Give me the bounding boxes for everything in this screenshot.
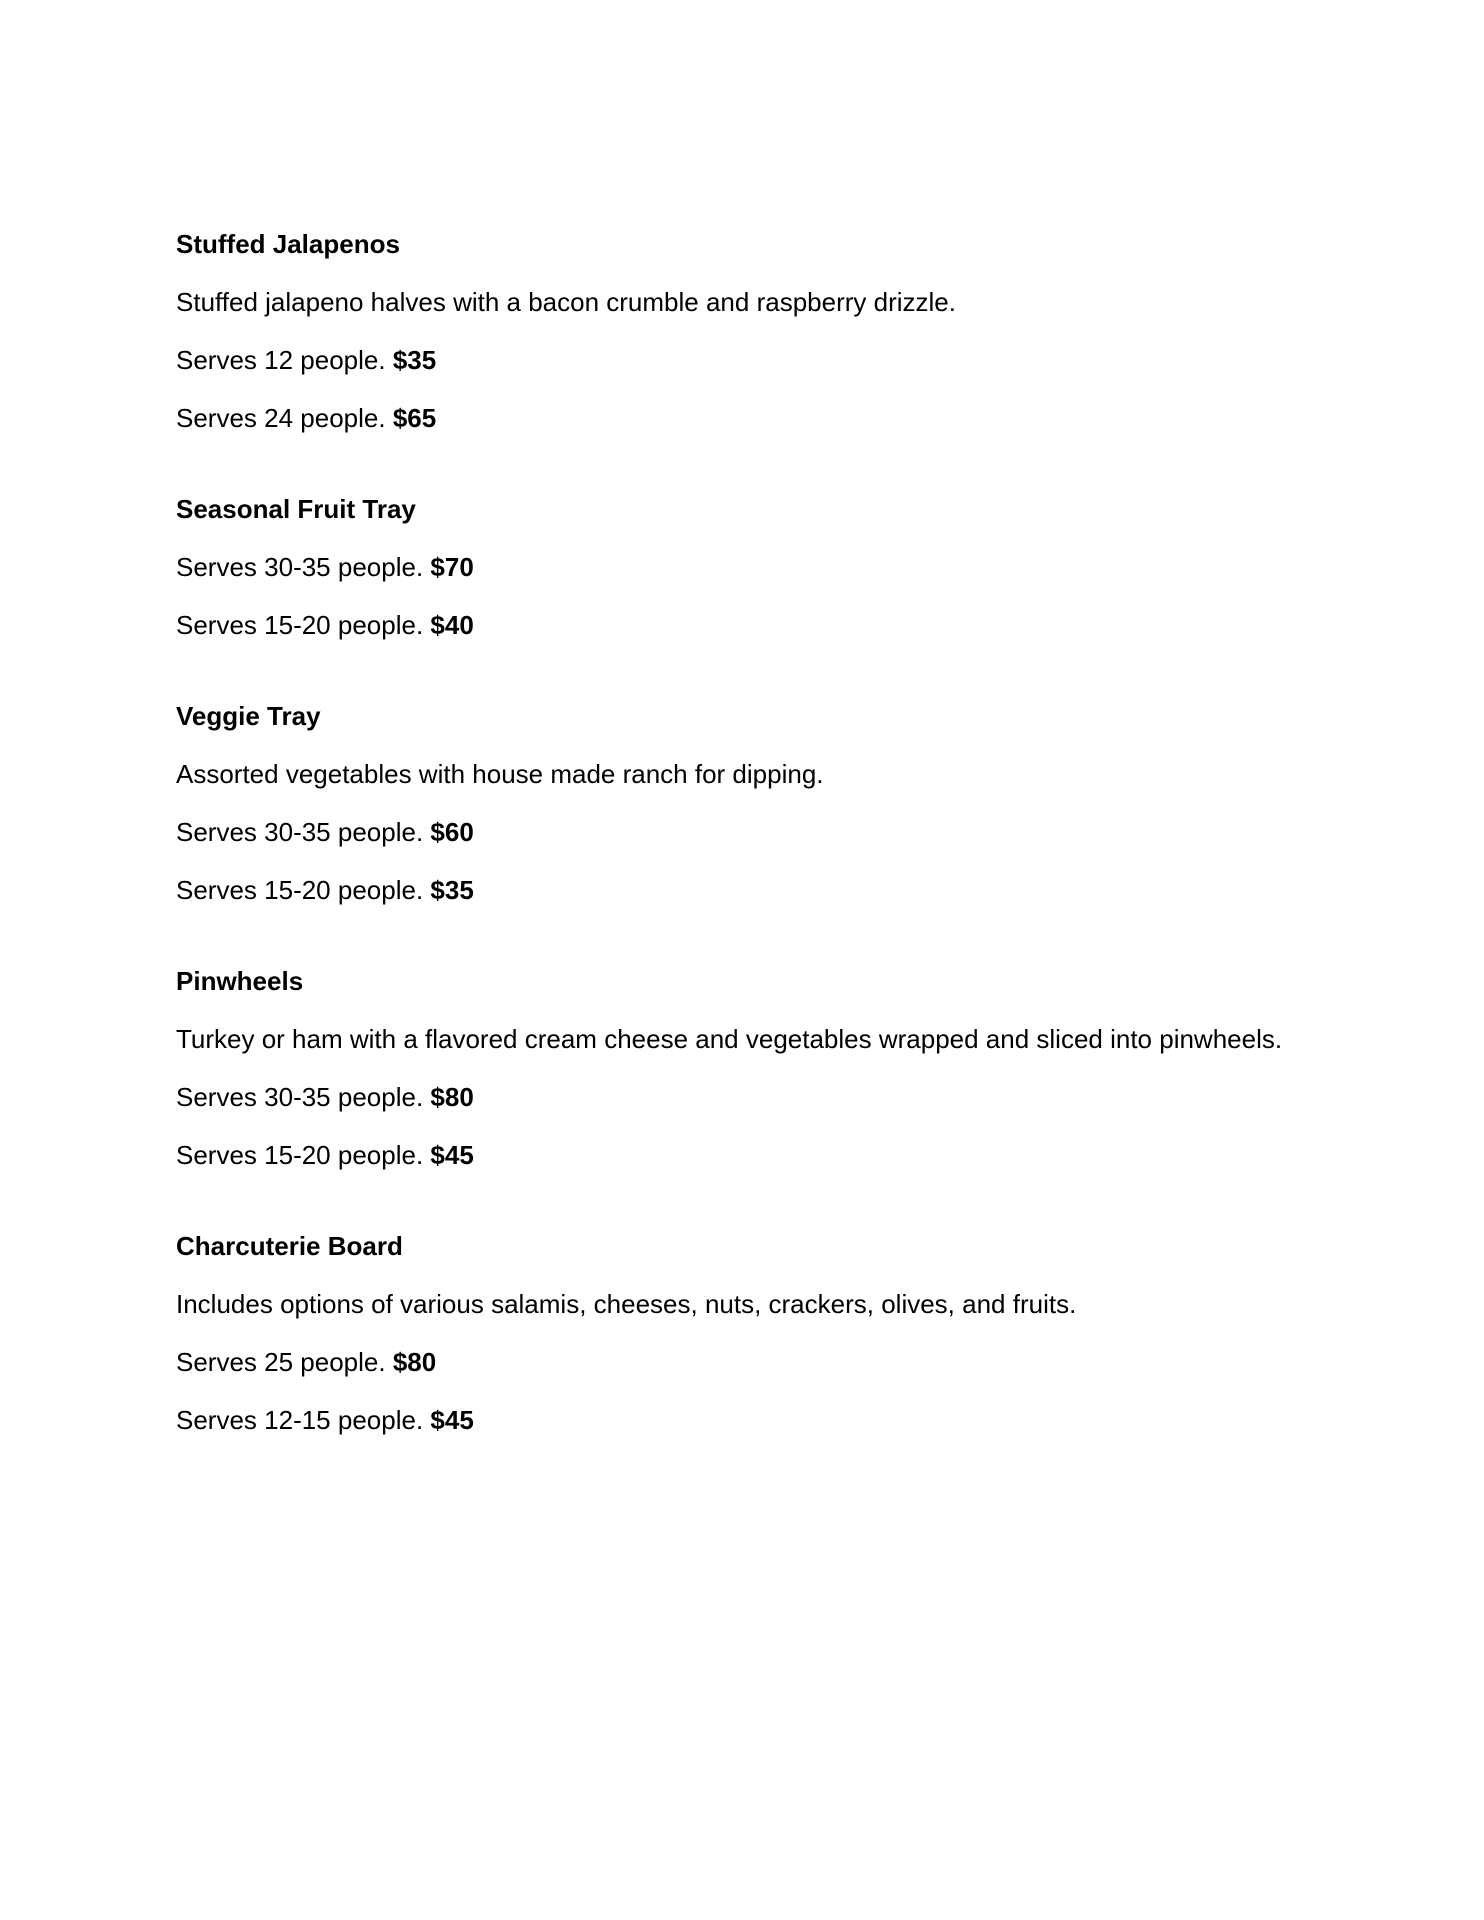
section-title: Veggie Tray: [176, 701, 321, 731]
section-title: Pinwheels: [176, 966, 304, 996]
menu-section-charcuterie-board: [176, 1230, 1314, 1437]
serving-option: [176, 1346, 1314, 1379]
serving-text: Serves 30-35 people.: [176, 552, 424, 582]
price: $40: [430, 610, 474, 640]
serving-text: Serves 30-35 people.: [176, 817, 424, 847]
serving-option: [176, 402, 1314, 435]
section-description: Includes options of various salamis, cheeses, nuts, crackers, olives, and fruits.: [176, 1289, 1077, 1319]
serving-option: [176, 551, 1314, 584]
price: $80: [430, 1082, 474, 1112]
menu-section-veggie-tray: [176, 700, 1314, 907]
price: $65: [392, 403, 437, 433]
section-title: Charcuterie Board: [176, 1231, 403, 1261]
price: $60: [430, 817, 474, 847]
serving-option: [176, 874, 1314, 907]
serving-text: Serves 12-15 people.: [176, 1405, 424, 1435]
menu-section-stuffed-jalapenos: [176, 228, 1314, 435]
serving-text: Serves 15-20 people.: [176, 1140, 424, 1170]
price: $35: [392, 345, 437, 375]
section-description: Assorted vegetables with house made ranch for dipping.: [176, 759, 824, 789]
price: $80: [392, 1347, 437, 1377]
serving-text: Serves 15-20 people.: [176, 610, 424, 640]
section-description: Stuffed jalapeno halves with a bacon crumble and raspberry drizzle.: [176, 287, 956, 317]
price: $35: [430, 875, 474, 905]
serving-text: Serves 25 people.: [176, 1347, 386, 1377]
serving-option: [176, 1139, 1314, 1172]
serving-option: [176, 609, 1314, 642]
serving-text: Serves 30-35 people.: [176, 1082, 424, 1112]
serving-text: Serves 24 people.: [176, 403, 386, 433]
serving-option: [176, 816, 1314, 849]
serving-option: [176, 1081, 1314, 1114]
section-title: Seasonal Fruit Tray: [176, 494, 416, 524]
serving-text: Serves 12 people.: [176, 345, 386, 375]
price: $45: [430, 1140, 474, 1170]
serving-text: Serves 15-20 people.: [176, 875, 424, 905]
section-title: Stuffed Jalapenos: [176, 229, 400, 259]
serving-option: [176, 344, 1314, 377]
price: $70: [430, 552, 474, 582]
menu-section-seasonal-fruit-tray: [176, 493, 1314, 642]
serving-option: [176, 1404, 1314, 1437]
section-description: Turkey or ham with a flavored cream cheese and vegetables wrapped and sliced into pinwheels.: [176, 1024, 1283, 1054]
menu-section-pinwheels: [176, 965, 1314, 1172]
price: $45: [430, 1405, 474, 1435]
